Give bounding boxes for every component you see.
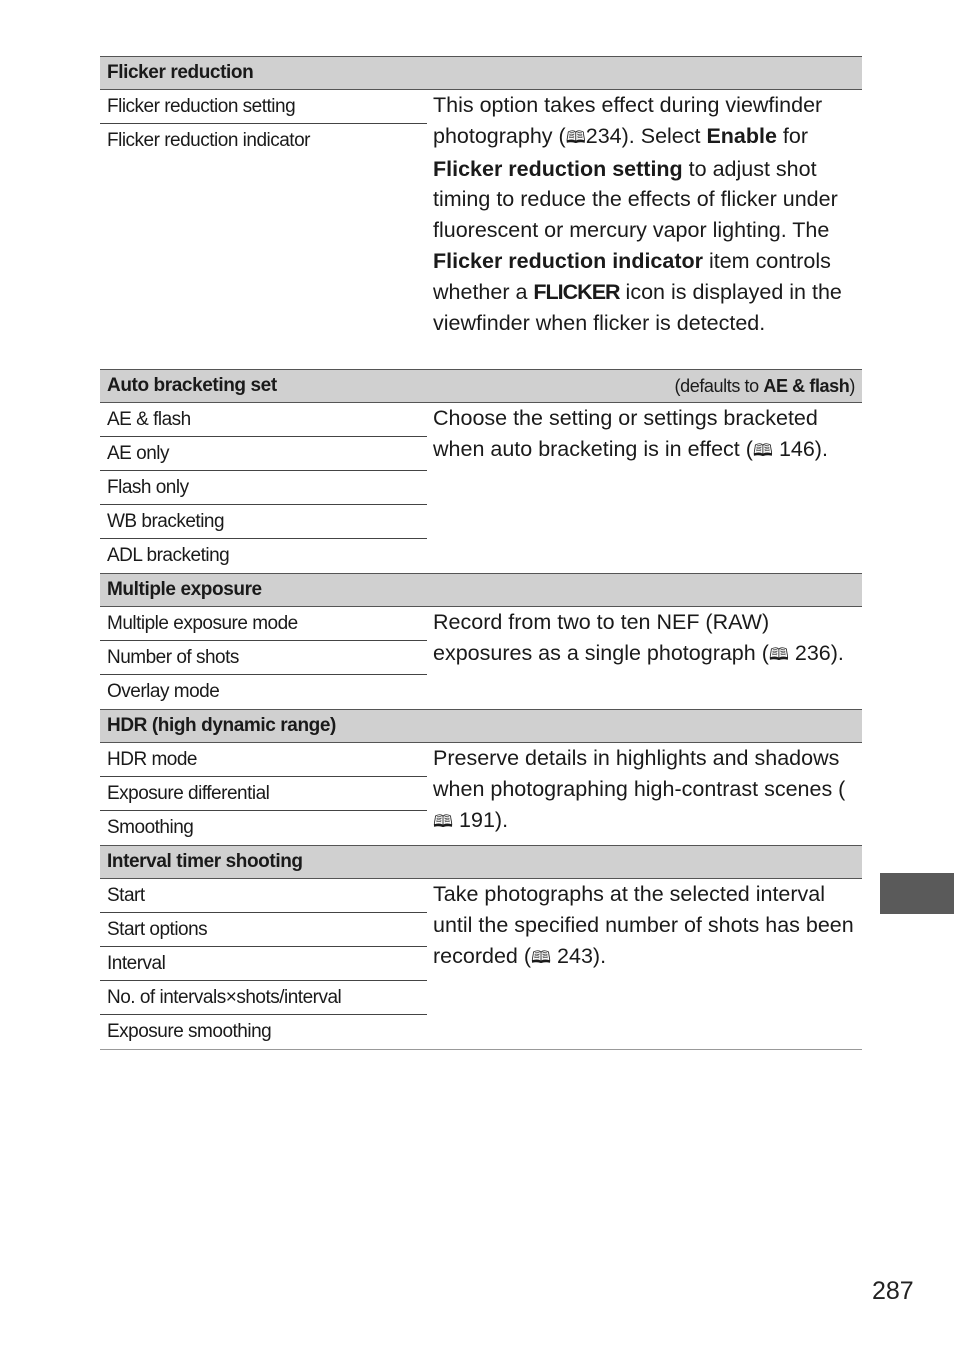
section-flicker-reduction bbox=[100, 56, 862, 369]
section-header bbox=[100, 845, 862, 879]
item-row: Flicker reduction indicator bbox=[107, 130, 310, 151]
item-row: Smoothing bbox=[107, 817, 194, 838]
item-row: Multiple exposure mode bbox=[100, 607, 427, 641]
item-row: Start bbox=[100, 879, 427, 913]
page-number: 287 bbox=[872, 1277, 914, 1305]
section-description: This option takes effect during viewfinder photography (🕮234). Select Enable for Flicker reduction setting to adjust shot timing to reduce the effects of flicker under fluorescent or mercury vapor lighting. The Flicker reduction indicator item controls whether a FLICKER icon is displayed in the viewfinder when flicker is detected. bbox=[433, 93, 842, 335]
section-hdr bbox=[100, 709, 862, 845]
section-description: Preserve details in highlights and shadows when photographing high-contrast scenes (🕮 191). bbox=[427, 743, 862, 845]
section-description: Take photographs at the selected interval until the specified number of shots has been recorded (🕮 243). bbox=[427, 879, 862, 1049]
item-row: Overlay mode bbox=[107, 681, 220, 702]
book-icon: 🕮 bbox=[531, 947, 552, 967]
item-row: ADL bracketing bbox=[107, 545, 230, 566]
section-header bbox=[100, 573, 862, 607]
chapter-tab-marker bbox=[880, 873, 954, 914]
section-header bbox=[100, 709, 862, 743]
item-row: Interval bbox=[100, 947, 427, 981]
section-title: Auto bracketing set bbox=[107, 375, 277, 396]
book-icon: 🕮 bbox=[433, 811, 454, 831]
flicker-icon: FLICKER bbox=[533, 279, 620, 304]
section-header bbox=[100, 369, 862, 403]
section-title: HDR (high dynamic range) bbox=[107, 715, 336, 736]
section-title: Interval timer shooting bbox=[107, 851, 303, 872]
section-title: Flicker reduction bbox=[107, 62, 254, 83]
default-note: (defaults to AE & flash) bbox=[674, 375, 855, 396]
item-row: Number of shots bbox=[100, 641, 427, 675]
section-description: Choose the setting or settings bracketed when auto bracketing is in effect (🕮 146). bbox=[427, 403, 862, 573]
item-row: Start options bbox=[100, 913, 427, 947]
section-header bbox=[100, 56, 862, 90]
section-interval-timer bbox=[100, 845, 862, 1050]
section-multiple-exposure bbox=[100, 573, 862, 709]
item-row: HDR mode bbox=[100, 743, 427, 777]
book-icon: 🕮 bbox=[752, 440, 773, 460]
item-row: Flash only bbox=[100, 471, 427, 505]
item-row: WB bracketing bbox=[100, 505, 427, 539]
settings-table bbox=[100, 56, 862, 1050]
section-description: Record from two to ten NEF (RAW) exposures as a single photograph (🕮 236). bbox=[427, 607, 862, 709]
section-title: Multiple exposure bbox=[107, 579, 262, 600]
item-row: Exposure differential bbox=[100, 777, 427, 811]
item-row: No. of intervals×shots/interval bbox=[100, 981, 427, 1015]
book-icon: 🕮 bbox=[768, 644, 789, 664]
book-icon: 🕮 bbox=[565, 127, 586, 147]
section-auto-bracketing bbox=[100, 369, 862, 573]
item-row: AE only bbox=[100, 437, 427, 471]
item-row: Exposure smoothing bbox=[107, 1021, 272, 1042]
item-row: AE & flash bbox=[100, 403, 427, 437]
item-row: Flicker reduction setting bbox=[100, 90, 427, 124]
